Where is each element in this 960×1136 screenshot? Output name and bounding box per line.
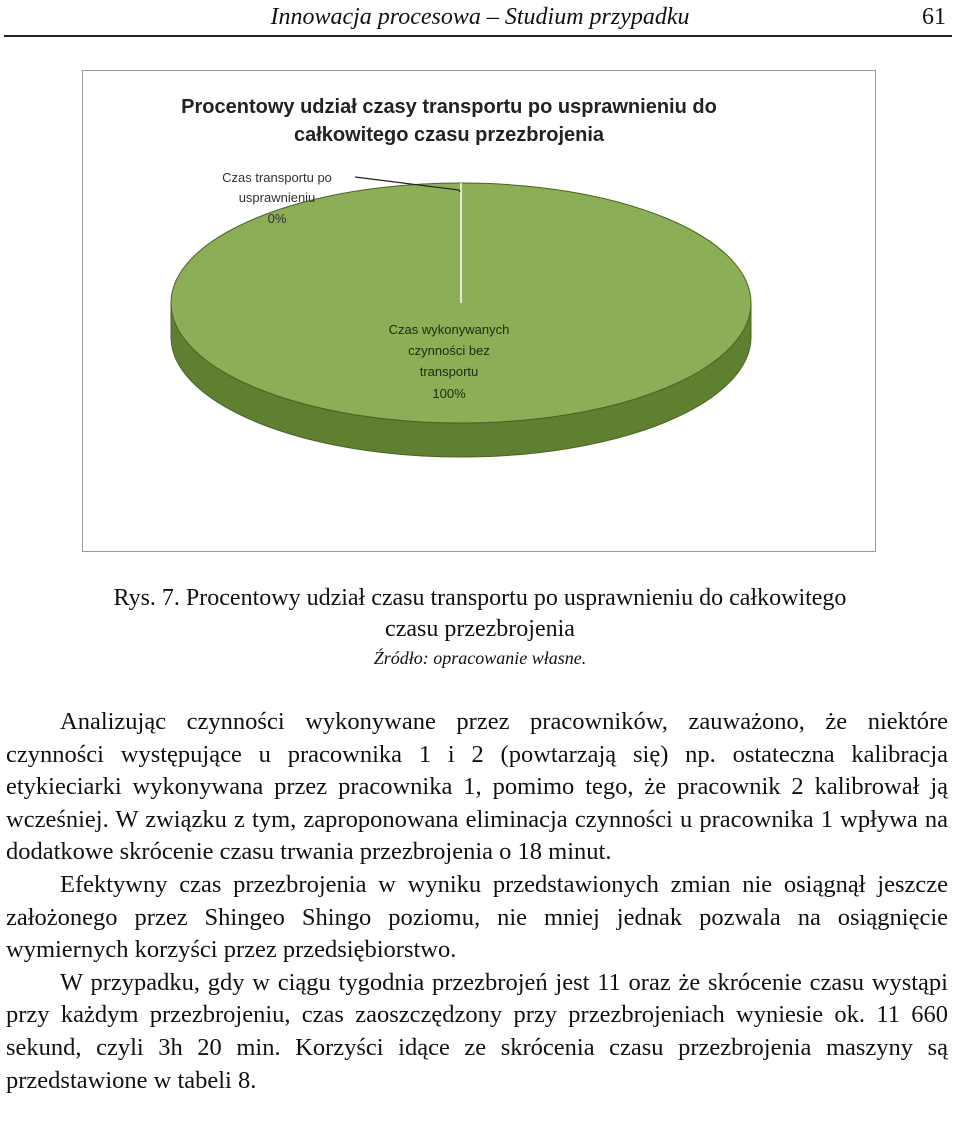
label-work-line-2: czynności bez bbox=[408, 343, 490, 358]
pie-chart-figure bbox=[82, 70, 876, 552]
chart-title-line-1: Procentowy udział czasy transportu po usprawnieniu do bbox=[181, 96, 717, 118]
label-work-line-3: transportu bbox=[419, 364, 479, 379]
label-transport-line-3: 0% bbox=[267, 211, 287, 226]
chart-title-line-2: całkowitego czasu przezbrojenia bbox=[293, 124, 605, 146]
paragraph: W przypadku, gdy w ciągu tygodnia przezbrojeń jest 11 oraz że skrócenie czasu wystąpi przy każdym przezbrojeniu, czas zaoszczędzony przy przezbrojeniach wyniesie ok. 11 660 sekund, czyli 3h 20 min. Korzyści idące ze skrócenia czasu przezbrojenia maszyny są przedstawione w tabeli 8. bbox=[6, 968, 948, 1094]
figure-caption-line-2: czasu przezbrojenia bbox=[385, 616, 575, 642]
running-header-title: Innowacja procesowa – Studium przypadku bbox=[270, 4, 690, 30]
page-number: 61 bbox=[922, 4, 946, 30]
label-transport-line-1: Czas transportu po bbox=[222, 170, 332, 185]
header-rule bbox=[4, 35, 952, 37]
figure-caption-line-1: Rys. 7. Procentowy udział czasu transportu po usprawnieniu do całkowitego bbox=[113, 585, 847, 611]
label-work-line-1: Czas wykonywanych bbox=[388, 322, 510, 337]
body-text bbox=[6, 706, 948, 1097]
paragraph: Efektywny czas przezbrojenia w wyniku przedstawionych zmian nie osiągnął jeszcze założonego przez Shingeo Shingo poziomu, nie mniej jednak pozwala na osiągnięcie wymiernych korzyści przez przedsiębiorstwo. bbox=[6, 870, 948, 964]
pie-chart-svg bbox=[83, 71, 875, 551]
running-header bbox=[0, 0, 960, 38]
label-transport-line-2: usprawnieniu bbox=[238, 190, 316, 205]
paragraph: Analizując czynności wykonywane przez pracowników, zauważono, że niektóre czynności występujące u pracownika 1 i 2 (powtarzają się) np. ostateczna kalibracja etykieciarki wykonywana przez pracownika 1, pomimo tego, że pracownik 2 kalibrował ją wcześniej. W związku z tym, zaproponowana eliminacja czynności u pracownika 1 wpływa na dodatkowe skrócenie czasu trwania przezbrojenia o 18 minut. bbox=[6, 708, 948, 866]
figure-source: Źródło: opracowanie własne. bbox=[373, 648, 587, 668]
label-work-line-4: 100% bbox=[432, 386, 466, 401]
